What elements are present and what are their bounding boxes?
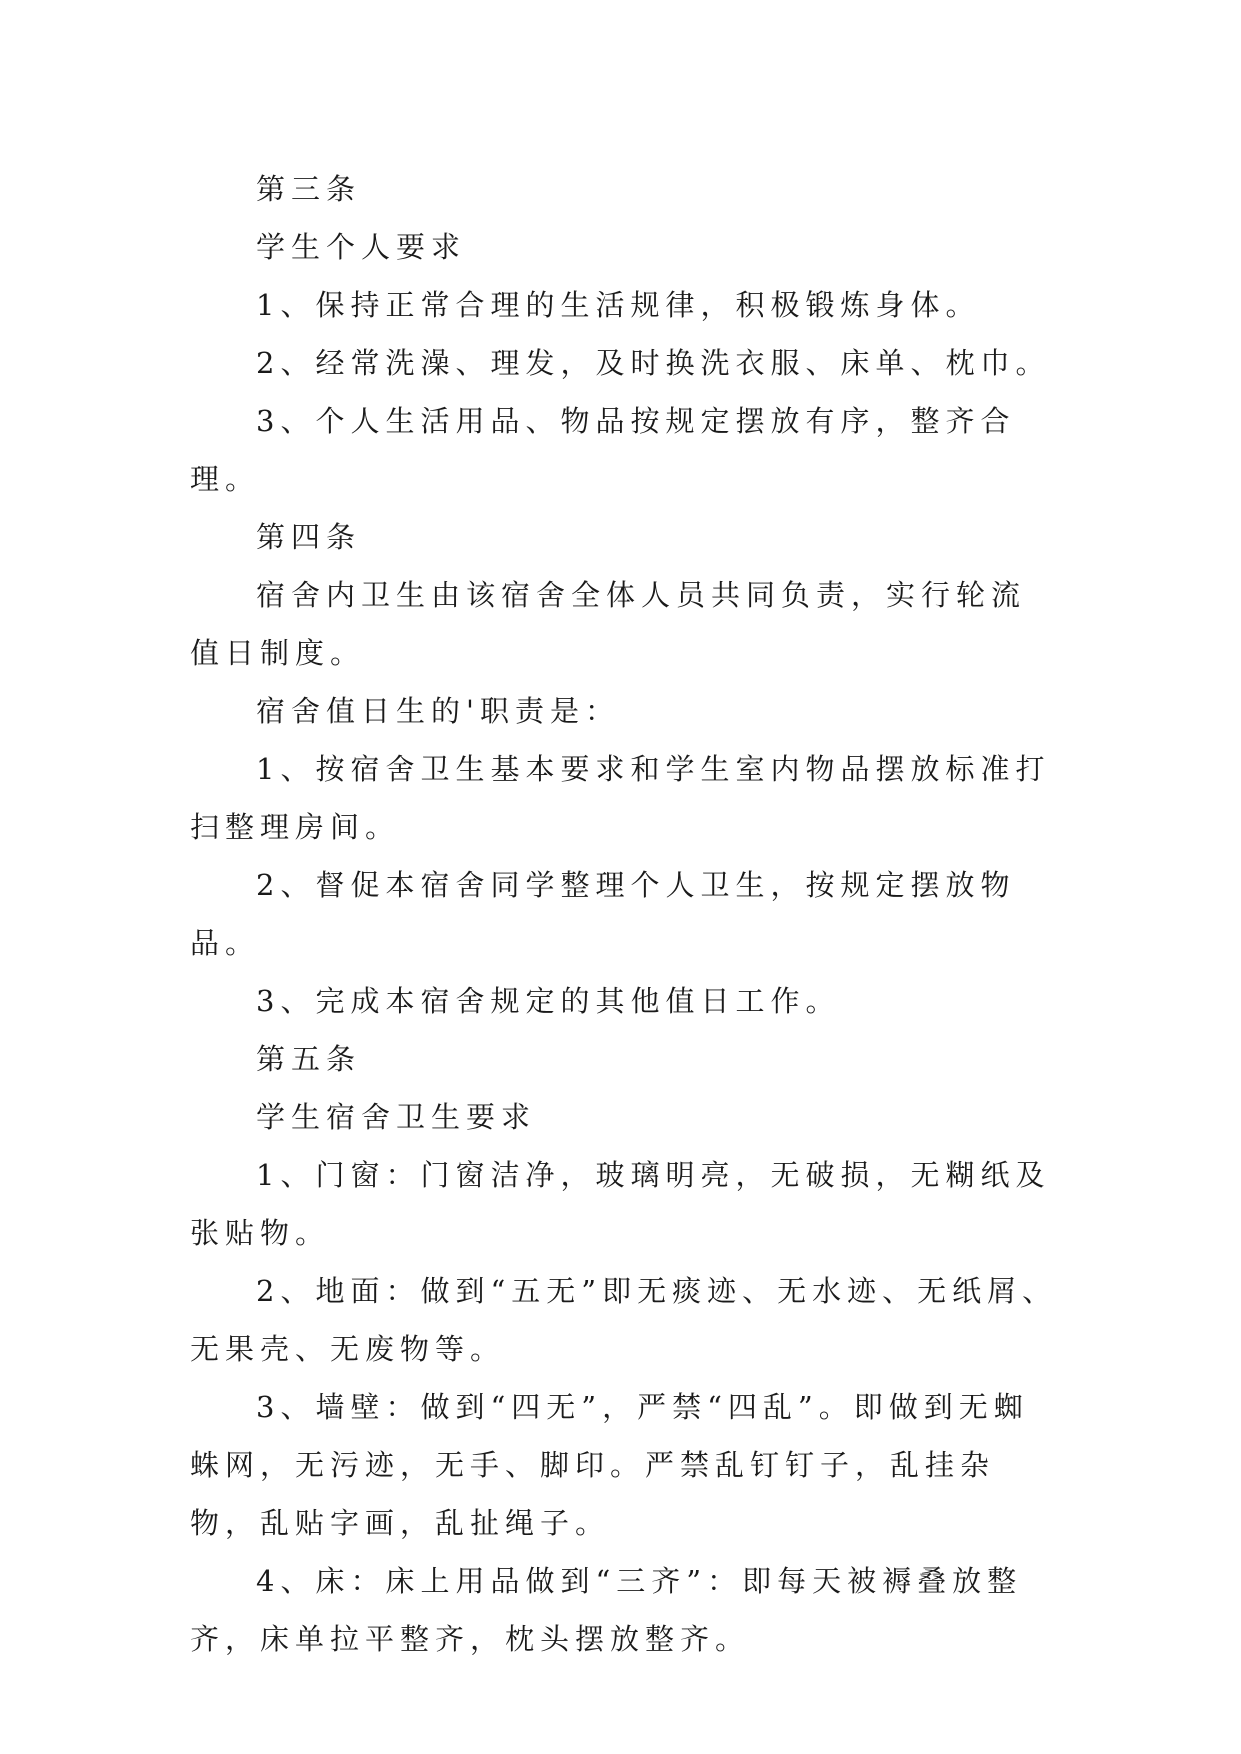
section-heading-dorm: 学生宿舍卫生要求 (256, 1100, 537, 1134)
list-item: 2、督促本宿舍同学整理个人卫生，按规定摆放物品。 (190, 868, 1016, 960)
list-item: 2、经常洗澡、理发，及时换洗衣服、床单、枕巾。 (256, 346, 1051, 380)
section-heading-personal: 学生个人要求 (256, 230, 467, 264)
list-item: 1、门窗：门窗洁净，玻璃明亮，无破损，无糊纸及张贴物。 (190, 1158, 1051, 1250)
list-item: 4、床：床上用品做到“三齐”：即每天被褥叠放整齐，床单拉平整齐，枕头摆放整齐。 (190, 1564, 1023, 1656)
article-heading-5: 第五条 (256, 1042, 362, 1076)
article-heading-4: 第四条 (256, 520, 362, 554)
list-item: 1、按宿舍卫生基本要求和学生室内物品摆放标准打扫整理房间。 (190, 752, 1051, 844)
list-item: 1、保持正常合理的生活规律，积极锻炼身体。 (256, 288, 981, 322)
list-item: 2、地面：做到“五无”即无痰迹、无水迹、无纸屑、无果壳、无废物等。 (190, 1274, 1058, 1366)
list-item: 3、墙壁：做到“四无”，严禁“四乱”。即做到无蜘蛛网，无污迹，无手、脚印。严禁乱钉钉子，乱挂杂物，乱贴字画，乱扯绳子。 (190, 1390, 1029, 1540)
list-item: 3、完成本宿舍规定的其他值日工作。 (256, 984, 841, 1018)
article-heading-3: 第三条 (256, 172, 362, 206)
body-paragraph: 宿舍内卫生由该宿舍全体人员共同负责，实行轮流值日制度。 (190, 578, 1027, 670)
document-body (190, 160, 1058, 1668)
list-item: 3、个人生活用品、物品按规定摆放有序，整齐合理。 (190, 404, 1016, 496)
body-paragraph: 宿舍值日生的'职责是： (256, 694, 620, 728)
